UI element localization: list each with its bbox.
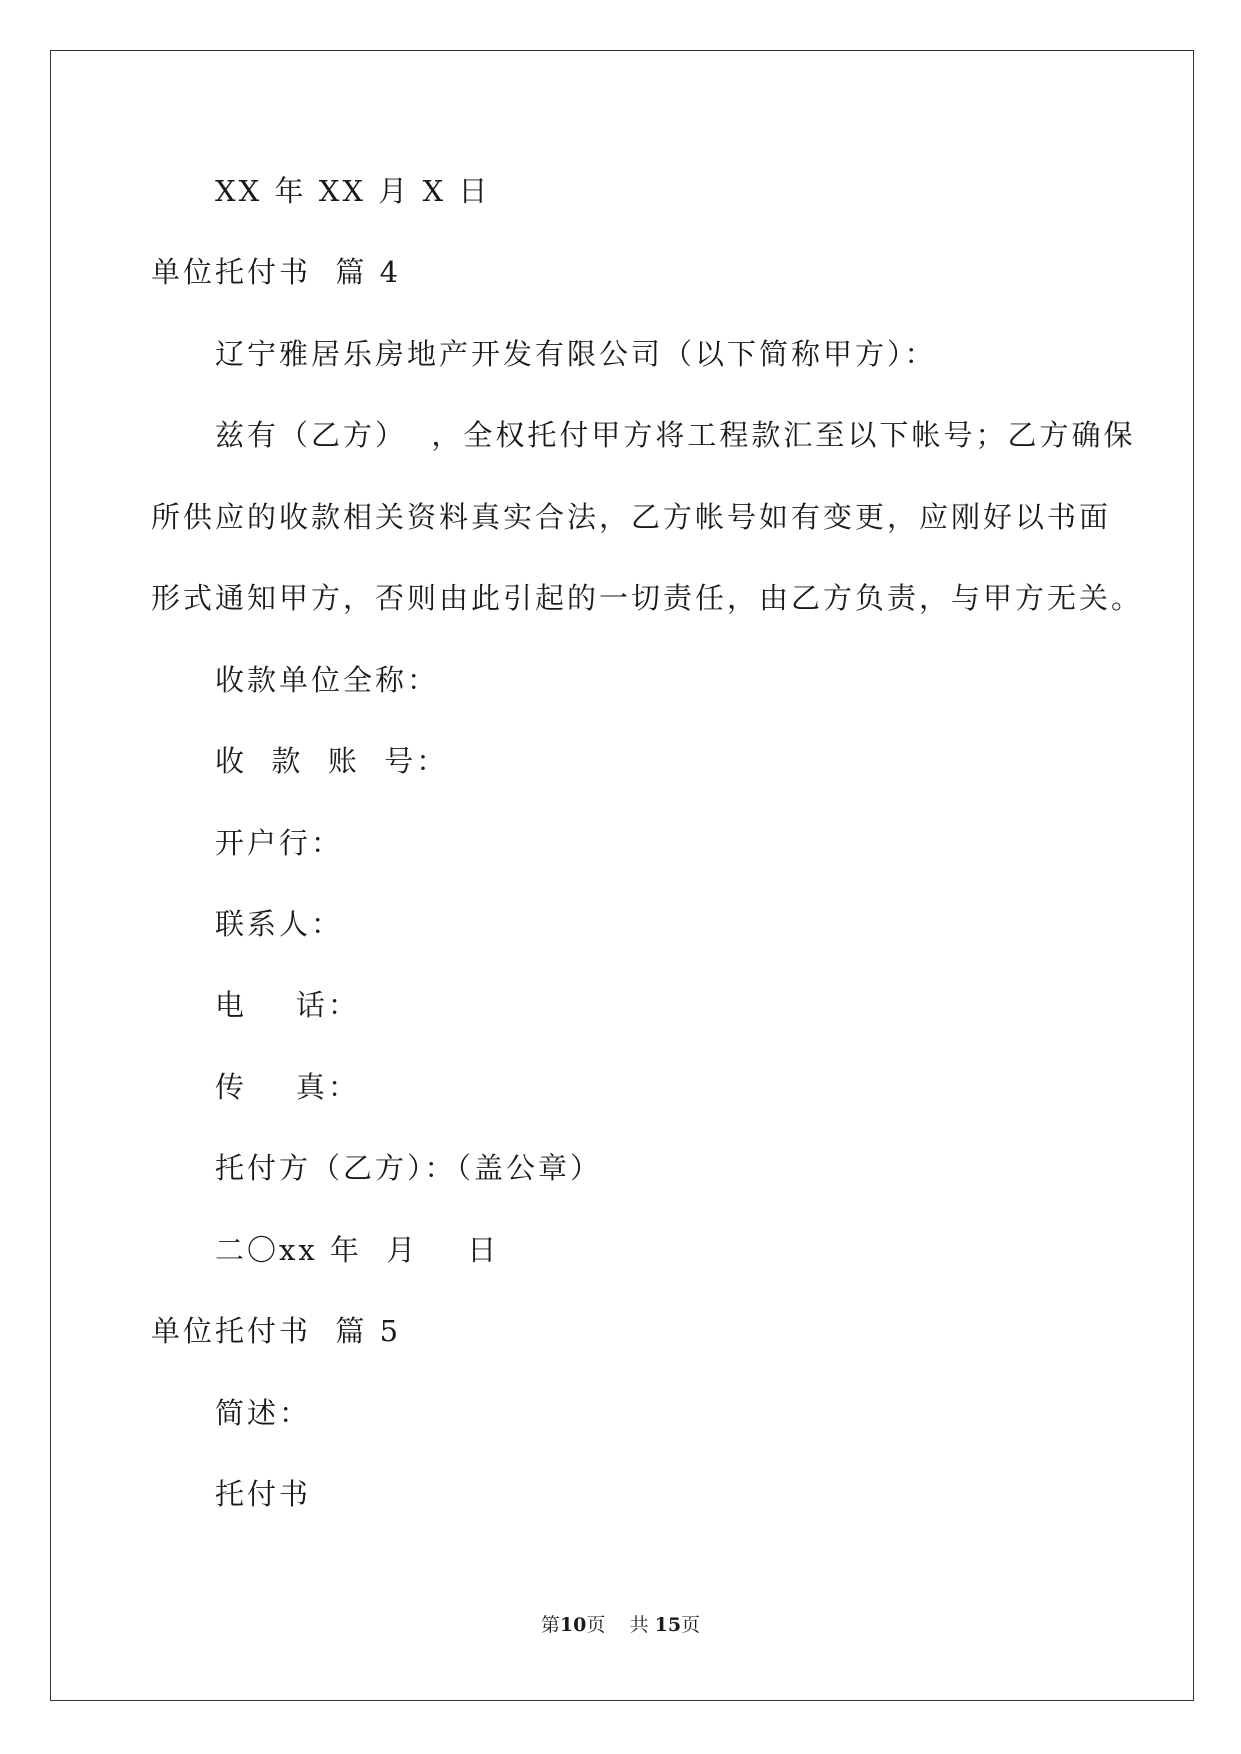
section-heading-4: 单位托付书 篇 4 (151, 255, 402, 289)
account-number-field: 收 款 账 号： (215, 744, 449, 778)
fax-field: 传 真： (215, 1070, 360, 1104)
page-border (50, 50, 1194, 1701)
date-line: XX 年 XX 月 X 日 (215, 174, 491, 208)
bank-field: 开户行： (215, 826, 344, 860)
footer-total-suffix: 页 (681, 1614, 701, 1636)
body-paragraph-line-2: 所供应的收款相关资料真实合法，乙方帐号如有变更，应刚好以书面 (151, 500, 1112, 534)
summary-label: 简述： (215, 1396, 312, 1430)
addressee-line: 辽宁雅居乐房地产开发有限公司（以下简称甲方）： (215, 337, 937, 371)
footer-total-prefix: 共 (629, 1614, 649, 1636)
doc-title-line: 托付书 (215, 1477, 312, 1511)
signature-date-line: 二〇xx 年 月 日 (215, 1233, 500, 1267)
payee-name-field: 收款单位全称： (215, 663, 440, 697)
footer-prefix: 第 (540, 1614, 560, 1636)
contact-field: 联系人： (215, 907, 344, 941)
footer-total-pages: 15 (654, 1614, 682, 1636)
body-paragraph-line-3: 形式通知甲方，否则由此引起的一切责任，由乙方负责，与甲方无关。 (151, 581, 1144, 615)
footer-page-number: 10 (559, 1614, 587, 1636)
signatory-line: 托付方（乙方）：（盖公章） (215, 1151, 603, 1185)
body-paragraph-line-1: 兹有（乙方） ，全权托付甲方将工程款汇至以下帐号；乙方确保 (215, 418, 1136, 452)
footer-page-suffix: 页 (586, 1614, 606, 1636)
page-footer (0, 1612, 1241, 1638)
phone-field: 电 话： (215, 988, 360, 1022)
section-heading-5: 单位托付书 篇 5 (151, 1314, 402, 1348)
